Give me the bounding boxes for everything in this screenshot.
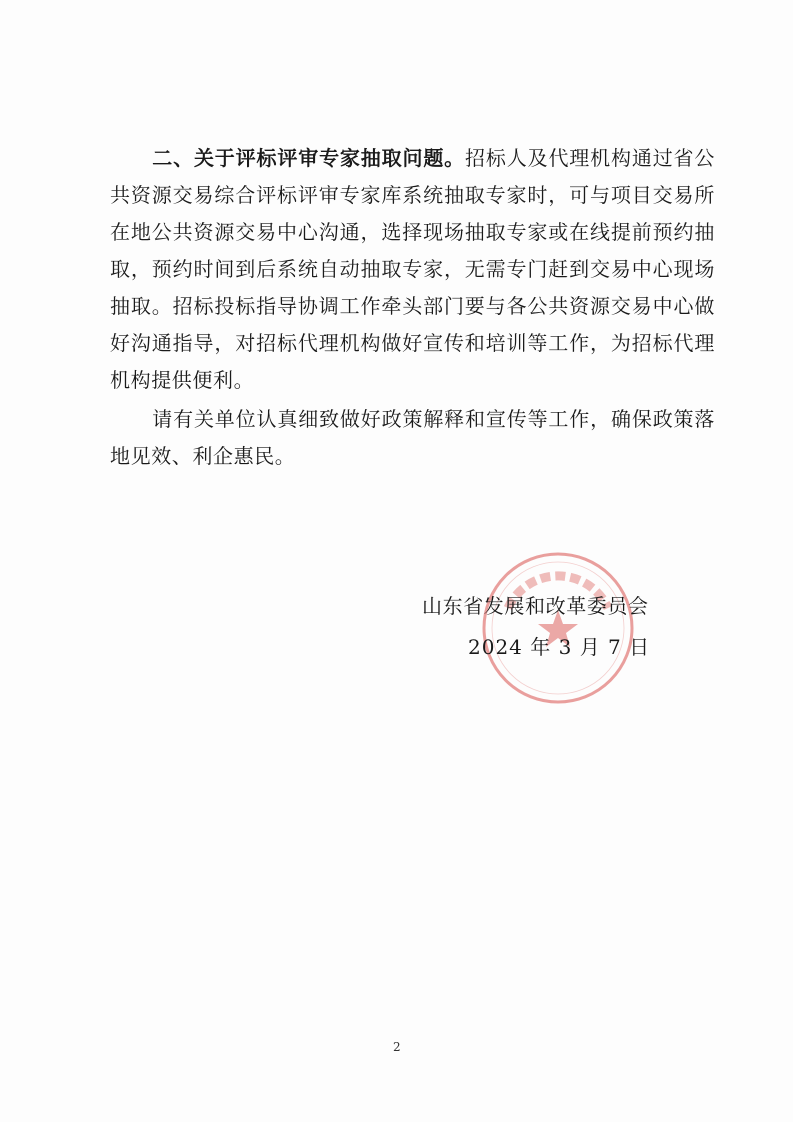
- official-seal-icon: [478, 548, 638, 708]
- signing-organization: 山东省发展和改革委员会: [422, 594, 649, 618]
- section-heading: 二、关于评标评审专家抽取问题。: [152, 146, 466, 170]
- paragraph-body: 招标人及代理机构通过省公共资源交易综合评标评审专家库系统抽取专家时，可与项目交易所在地公共资源交易中心沟通，选择现场抽取专家或在线提前预约抽取，预约时间到后系统自动抽取专家，无需专门赶到交易中心现场抽取。招标投标指导协调工作牵头部门要与各公共资源交易中心做好沟通指导，对招标代理机构做好宣传和培训等工作，为招标代理机构提供便利。: [110, 146, 716, 392]
- signing-date: 2024 年 3 月 7 日: [468, 635, 651, 659]
- paragraph-closing-request: [110, 401, 715, 475]
- page-number: 2: [393, 1040, 401, 1054]
- paragraph-expert-selection: [110, 140, 715, 399]
- closing-text: 请有关单位认真细致做好政策解释和宣传等工作，确保政策落地见效、利企惠民。: [110, 407, 715, 468]
